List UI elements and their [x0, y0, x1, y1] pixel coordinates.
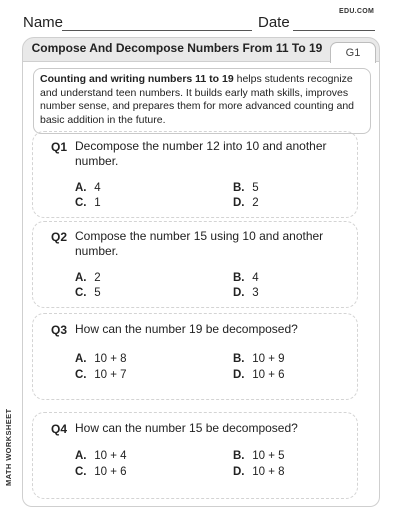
question-number: Q1: [51, 140, 68, 154]
option-a[interactable]: A. 4: [75, 182, 101, 194]
option-d[interactable]: D. 3: [233, 287, 259, 299]
question-card-3: [32, 313, 358, 400]
name-line[interactable]: [62, 30, 252, 31]
logo: EDU.COM: [339, 8, 375, 15]
question-card-2: [32, 221, 358, 308]
option-b[interactable]: B. 10 + 9: [233, 353, 285, 365]
option-c[interactable]: C. 1: [75, 197, 101, 209]
option-d[interactable]: D. 10 + 6: [233, 369, 285, 381]
option-b[interactable]: B. 5: [233, 182, 259, 194]
date-label: Date: [258, 14, 290, 31]
question-card-4: [32, 412, 358, 499]
option-c[interactable]: C. 10 + 6: [75, 466, 127, 478]
side-label: MATH WORKSHEET: [4, 408, 13, 486]
question-number: Q4: [51, 422, 68, 436]
name-label: Name: [23, 14, 64, 31]
question-text: Compose the number 15 using 10 and another number.: [75, 229, 324, 258]
question-card-1: [32, 131, 358, 218]
intro-text: helps students recognize and understand teen numbers. It builds early math skills, improves number sense, and prepares them for more advanced counting and basic addition in the future.: [40, 73, 355, 126]
name-date-row: [22, 11, 380, 33]
option-a[interactable]: A. 10 + 8: [75, 353, 127, 365]
grade-badge: G1: [330, 42, 376, 63]
option-b[interactable]: B. 10 + 5: [233, 450, 285, 462]
intro-bold: Counting and writing numbers 11 to 19: [40, 73, 234, 85]
option-d[interactable]: D. 10 + 8: [233, 466, 285, 478]
question-text: Decompose the number 12 into 10 and another number.: [75, 139, 327, 168]
option-a[interactable]: A. 2: [75, 272, 101, 284]
question-text: How can the number 15 be decomposed?: [75, 421, 298, 435]
option-d[interactable]: D. 2: [233, 197, 259, 209]
date-line[interactable]: [293, 30, 375, 31]
question-number: Q2: [51, 230, 68, 244]
intro-box: [33, 68, 371, 134]
option-a[interactable]: A. 10 + 4: [75, 450, 127, 462]
option-c[interactable]: C. 5: [75, 287, 101, 299]
worksheet-title: Compose And Decompose Numbers From 11 To 19: [31, 41, 323, 55]
question-number: Q3: [51, 323, 68, 337]
option-b[interactable]: B. 4: [233, 272, 259, 284]
question-text: How can the number 19 be decomposed?: [75, 322, 298, 336]
option-c[interactable]: C. 10 + 7: [75, 369, 127, 381]
